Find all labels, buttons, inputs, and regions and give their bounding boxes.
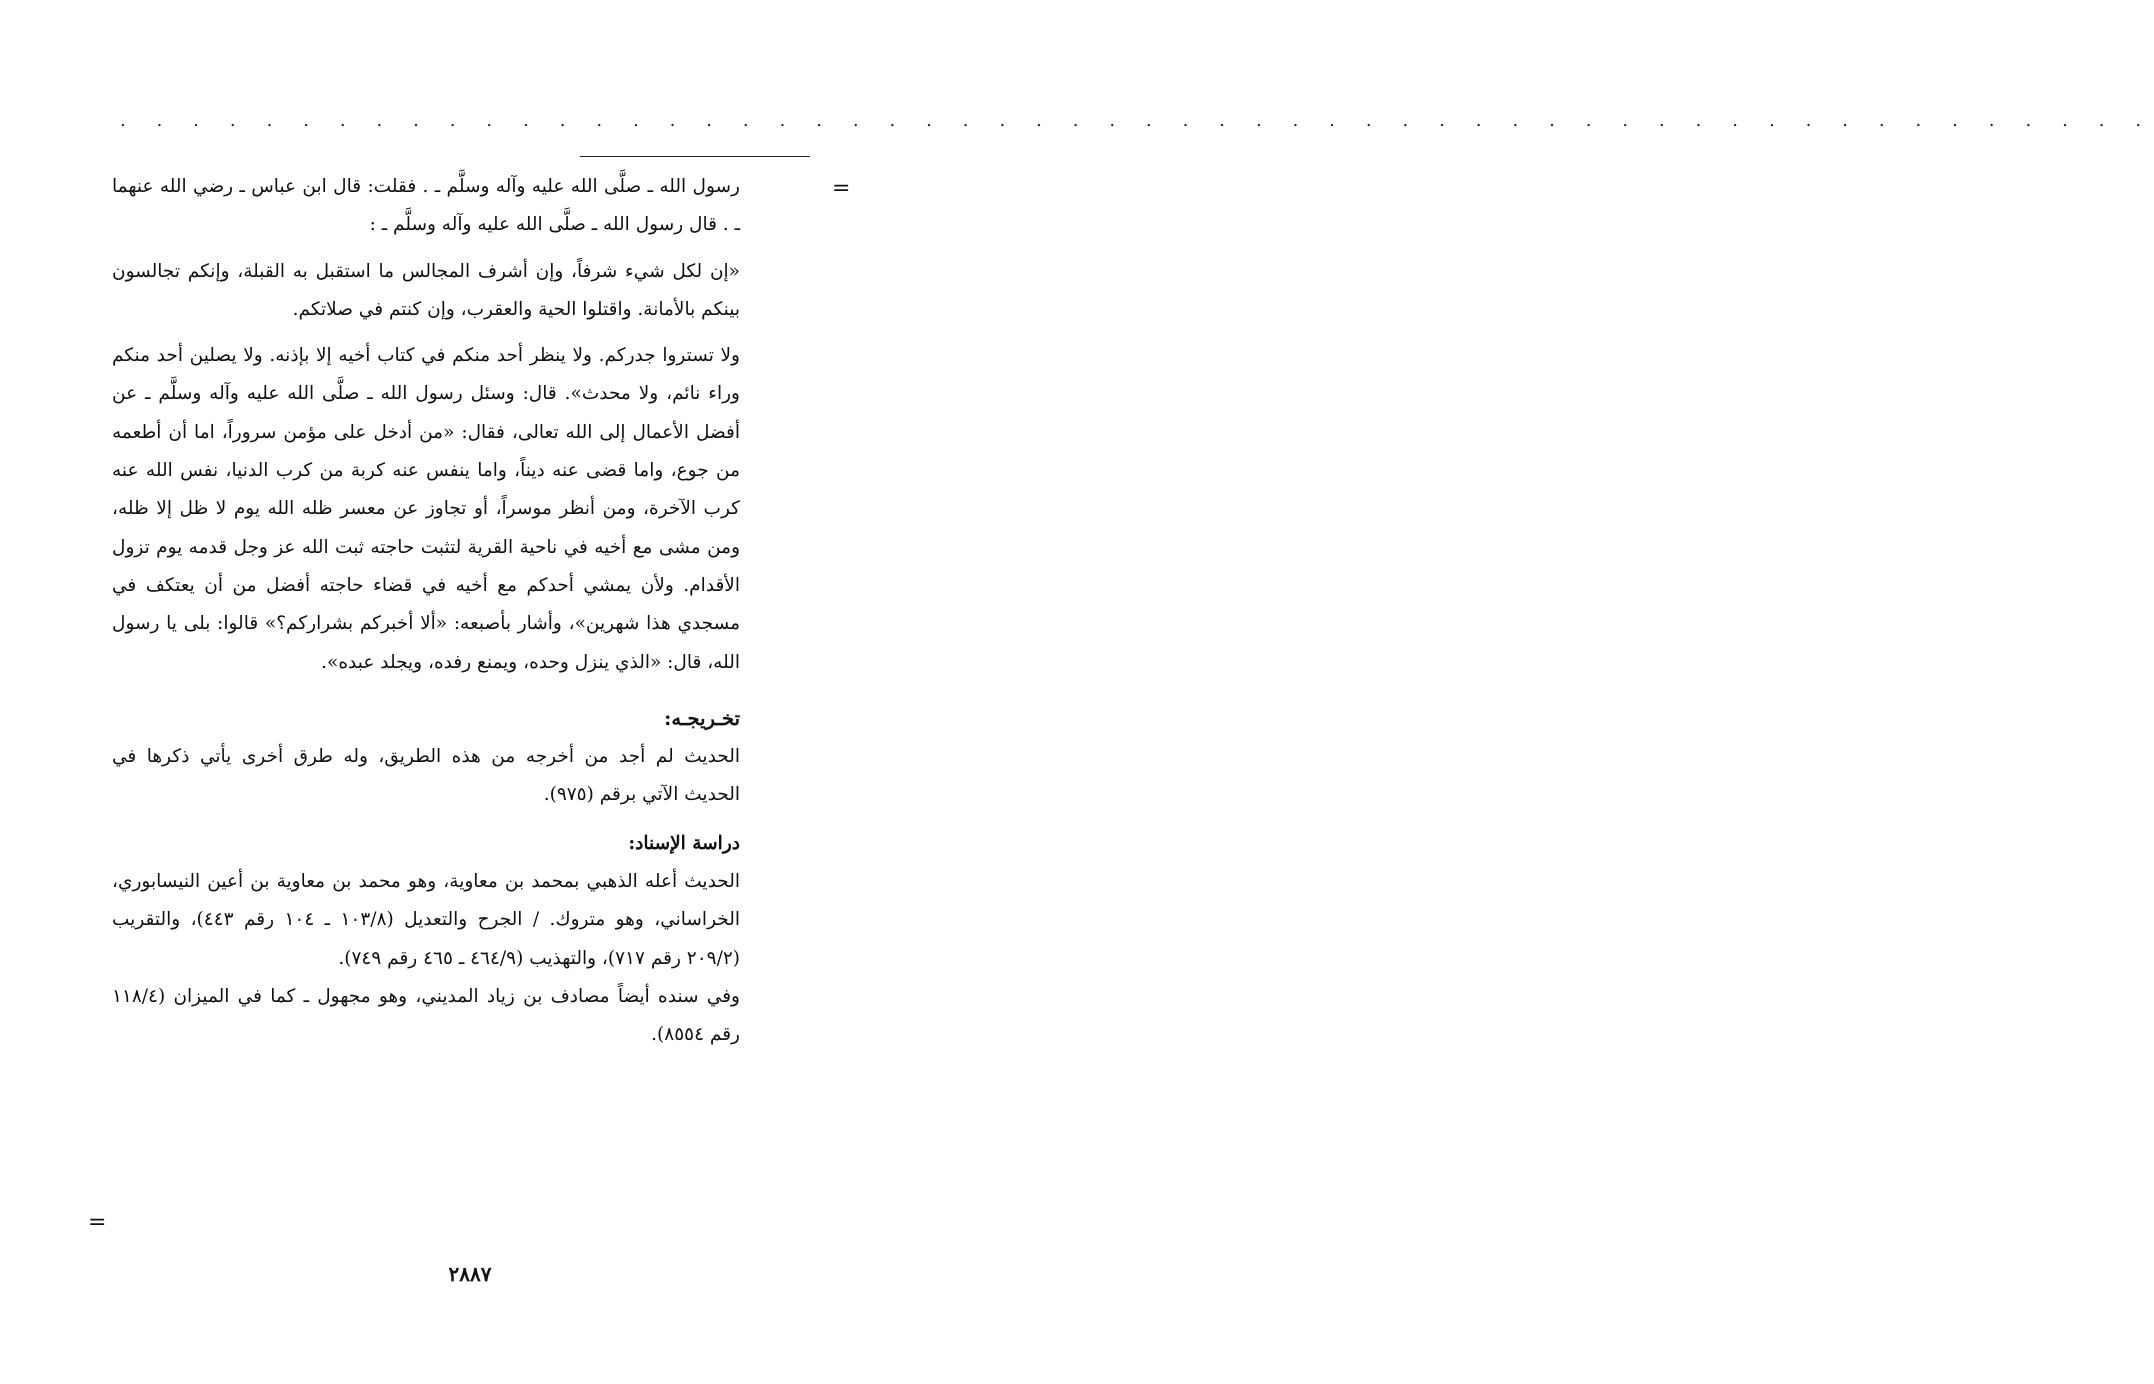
- hadith-paragraph-1: «إن لكل شيء شرفاً، وإن أشرف المجالس ما استقبل به القبلة، وإنكم تجالسون بينكم بالأمانة. واقتلوا الحية والعقرب، وإن كنتم في صلاتكم.: [112, 260, 740, 320]
- continuation-mark-top: =: [832, 176, 851, 201]
- page-body: [112, 168, 740, 1055]
- takhrij-heading: تخـريجـه:: [664, 706, 740, 730]
- continuation-mark-bottom: =: [88, 1210, 107, 1235]
- isnad-paragraph-2: وفي سنده أيضاً مصادف بن زياد المديني، وهو مجهول ـ كما في الميزان (١١٨/٤ رقم ٨٥٥٤).: [112, 985, 740, 1046]
- separator-dots: . . . . . . . . . . . . . . . . . . . . . . . . . . . . . . . . . . . . . . . . . . . . . . . . . . . . . . . .: [120, 110, 2154, 131]
- footnote-text: رسول الله ـ صلَّى الله عليه وآله وسلَّم ـ . فقلت: قال ابن عباس ـ رضي الله عنهما ـ . قال رسول الله ـ صلَّى الله عليه وآله وسلَّم ـ :: [112, 176, 740, 236]
- isnad-heading: دراسة الإسناد:: [628, 832, 740, 854]
- takhrij-text: الحديث لم أجد من أخرجه من هذه الطريق، وله طرق أخرى يأتي ذكرها في الحديث الآتي برقم (٩٧٥).: [112, 746, 741, 806]
- page-number: ٢٨٨٧: [448, 1262, 492, 1286]
- hadith-paragraph-2: ولا تستروا جدركم. ولا ينظر أحد منكم في كتاب أخيه إلا بإذنه. ولا يصلين أحد منكم وراء نائم، ولا محدث». قال: وسئل رسول الله ـ صلَّى الله عليه وآله وسلَّم ـ عن أفضل الأعمال إلى الله تعالى، فقال: «من أدخل على مؤمن سروراً، اما أن أطعمه من جوع، واما قضى عنه ديناً، واما ينفس عنه كربة من كرب الدنيا، نفس الله عنه كرب الآخرة، ومن أنظر موسراً، أو تجاوز عن معسر ظله الله يوم لا ظل إلا ظله، ومن مشى مع أخيه في ناحية القرية لتثبت حاجته ثبت الله عز وجل قدمه يوم تزول الأقدام. ولأن يمشي أحدكم مع أخيه في قضاء حاجته أفضل من أن يعتكف في مسجدي هذا شهرين»، وأشار بأصبعه: «ألا أخبركم بشراركم؟» قالوا: بلى يا رسول الله، قال: «الذي ينزل وحده، ويمنع رفده، ويجلد عبده».: [112, 345, 740, 673]
- isnad-paragraph-1: الحديث أعله الذهبي بمحمد بن معاوية، وهو محمد بن معاوية بن أعين النيسابوري، الخراساني، وهو متروك. / الجرح والتعديل (١٠٣/٨ ـ ١٠٤ رقم ٤٤٣)، والتقريب (٢٠٩/٢ رقم ٧١٧)، والتهذيب (٤٦٤/٩ ـ ٤٦٥ رقم ٧٤٩).: [112, 871, 741, 969]
- footnote-rule: [580, 156, 810, 157]
